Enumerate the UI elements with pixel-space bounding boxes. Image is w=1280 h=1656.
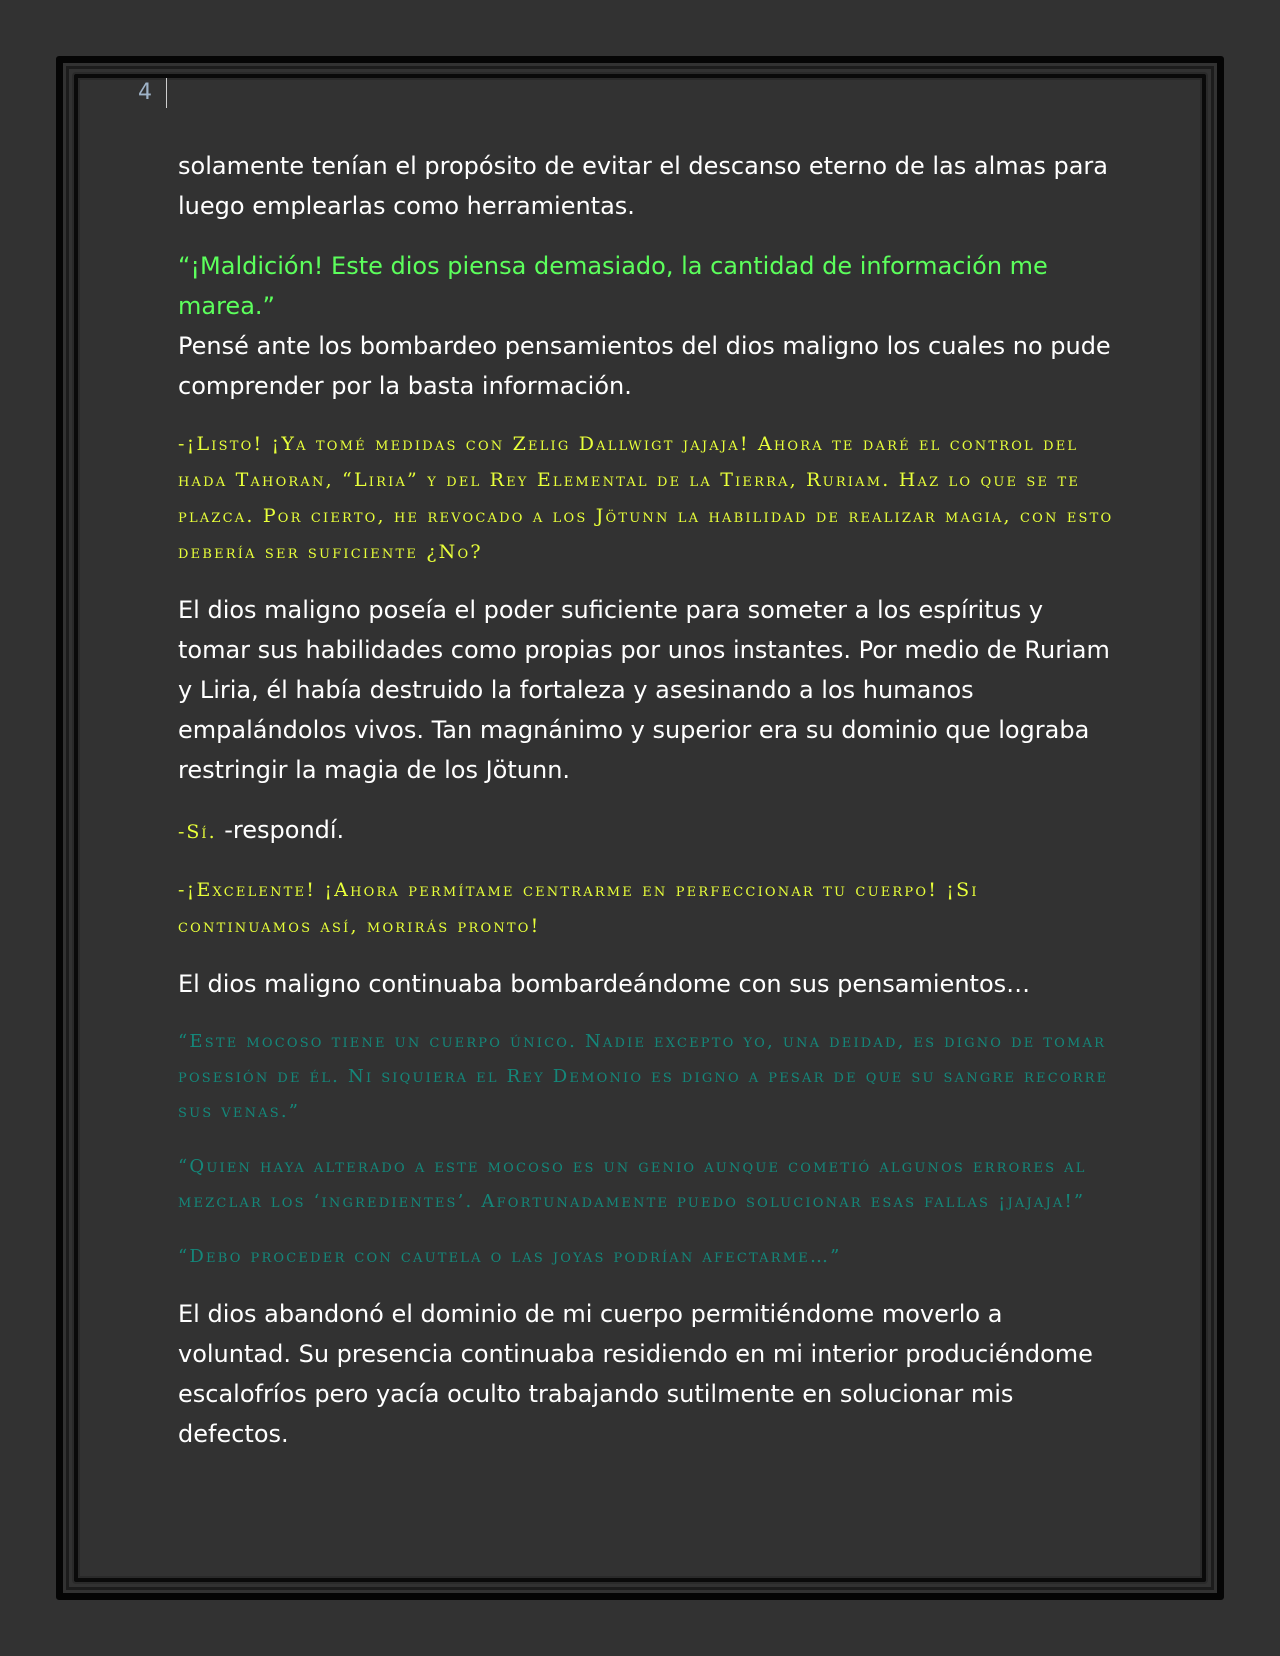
narration-text: Pensé ante los bombardeo pensamientos del dios maligno los cuales no pude comprender por la basta información. bbox=[178, 332, 1111, 400]
paragraph-narration-4: El dios abandonó el dominio de mi cuerpo permitiéndome moverlo a voluntad. Su presencia continuaba residiendo en mi interior produciéndome escalofríos pero yacía oculto trabajando sutilmente en solucionar mis defectos. bbox=[178, 1300, 1093, 1448]
page-content bbox=[178, 146, 1118, 1474]
paragraph-narration-3: El dios maligno continuaba bombardeándome con sus pensamientos… bbox=[178, 970, 1031, 998]
paragraph-narration-1: solamente tenían el propósito de evitar el descanso eterno de las almas para luego emplearlas como herramientas. bbox=[178, 152, 1108, 220]
reply-text: -respondí. bbox=[216, 816, 345, 844]
paragraph-narration-2: El dios maligno poseía el poder suficiente para someter a los espíritus y tomar sus habilidades como propias por unos instantes. Por medio de Ruriam y Liria, él había destruido la fortaleza y asesinando a los humanos empalándolos vivos. Tan magnánimo y superior era su dominio que lograba restringir la magia de los Jötunn. bbox=[178, 596, 1110, 784]
page-number: 4 bbox=[138, 80, 152, 105]
god-thought-1: “Este mocoso tiene un cuerpo único. Nadie excepto yo, una deidad, es digno de tomar posesión de él. Ni siquiera el Rey Demonio es digno a pesar de que su sangre recorre sus venas.” bbox=[178, 1031, 1109, 1122]
god-dialogue-short: -Sí. bbox=[178, 821, 217, 843]
god-thought-3: “Debo proceder con cautela o las joyas podrían afectarme…” bbox=[178, 1246, 842, 1267]
god-dialogue-2: -¡Excelente! ¡Ahora permítame centrarme en perfeccionar tu cuerpo! ¡Si continuamos así, morirás pronto! bbox=[178, 879, 979, 937]
paragraph-reply bbox=[178, 810, 1118, 852]
god-thought-2: “Quien haya alterado a este mocoso es un genio aunque cometió algunos errores al mezclar los ‘ingredientes’. Afortunadamente puedo solucionar esas fallas ¡jajaja!” bbox=[178, 1156, 1087, 1212]
page-number-divider bbox=[166, 78, 167, 108]
god-dialogue-1: -¡Listo! ¡Ya tomé medidas con Zelig Dallwigt jajaja! Ahora te daré el control del hada Tahoran, “Liria” y del Rey Elemental de la Tierra, Ruriam. Haz lo que se te plazca. Por cierto, he revocado a los Jötunn la habilidad de realizar magia, con esto debería ser suficiente ¿No? bbox=[178, 433, 1114, 563]
protagonist-thought: “¡Maldición! Este dios piensa demasiado, la cantidad de información me marea.” bbox=[178, 252, 1048, 320]
paragraph-thought-and-narration bbox=[178, 246, 1118, 406]
